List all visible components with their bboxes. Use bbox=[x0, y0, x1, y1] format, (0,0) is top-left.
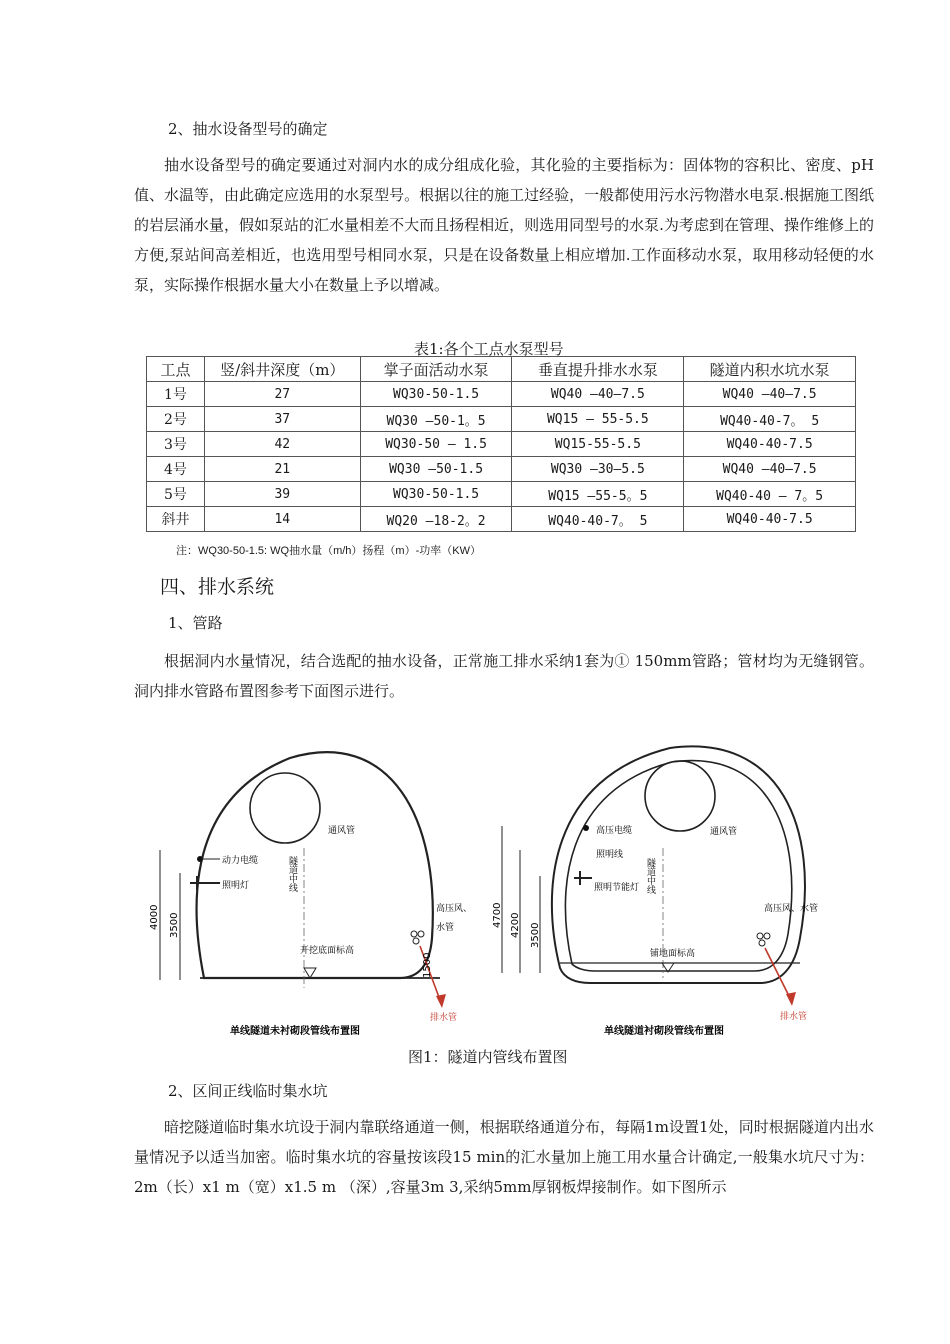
left-pipe-1 bbox=[411, 931, 417, 937]
table-cell: 2号 bbox=[147, 407, 205, 432]
right-label-hv-cable: 高压电缆 bbox=[596, 826, 633, 836]
left-pipe-3 bbox=[413, 938, 419, 944]
heading-pipeline: 1、管路 bbox=[168, 614, 223, 632]
table-cell: 27 bbox=[204, 382, 360, 407]
table-row bbox=[147, 432, 856, 457]
table-header: 隧道内积水坑水泵 bbox=[684, 357, 856, 382]
right-tunnel-inner bbox=[565, 761, 791, 971]
table-cell: WQ30-50-1.5 bbox=[360, 382, 512, 407]
table-cell: 5号 bbox=[147, 482, 205, 507]
table-cell: WQ30-50-1.5 bbox=[360, 482, 512, 507]
table-cell: WQ30 —30—5.5 bbox=[512, 457, 684, 482]
right-drain-arrowhead bbox=[786, 992, 796, 1006]
right-pipe-3 bbox=[759, 940, 765, 946]
left-vent-pipe-circle bbox=[250, 773, 320, 843]
section-title-drainage: 四、排水系统 bbox=[160, 576, 275, 598]
right-dim-4200: 4200 bbox=[510, 912, 521, 938]
table-header-row bbox=[147, 357, 856, 382]
right-tunnel-outer bbox=[552, 746, 805, 983]
right-label-floor-level: 铺地面标高 bbox=[650, 949, 696, 959]
heading-sump: 2、区间正线临时集水坑 bbox=[168, 1082, 328, 1100]
left-dim-4000: 4000 bbox=[149, 904, 160, 930]
table-cell: WQ15-55-5.5 bbox=[512, 432, 684, 457]
left-level-mark bbox=[304, 968, 316, 978]
table-cell: WQ30-50 — 1.5 bbox=[360, 432, 512, 457]
left-dim-3500: 3500 bbox=[169, 912, 180, 938]
table-cell: 4号 bbox=[147, 457, 205, 482]
table-cell: 14 bbox=[204, 507, 360, 532]
table-cell: WQ40-40-7。 5 bbox=[512, 507, 684, 532]
table-cell: WQ40-40-7.5 bbox=[684, 432, 856, 457]
table-row bbox=[147, 482, 856, 507]
table-row bbox=[147, 407, 856, 432]
table-cell: WQ40-40-7。 5 bbox=[684, 407, 856, 432]
table-cell: WQ30 —50-1.5 bbox=[360, 457, 512, 482]
right-label-centerline: 隧道中线 bbox=[645, 858, 655, 894]
table-cell: WQ40-40-7.5 bbox=[684, 507, 856, 532]
right-label-energy-lamp: 照明节能灯 bbox=[594, 883, 640, 893]
left-tunnel-diagram bbox=[149, 752, 472, 1037]
table-header: 竖/斜井深度（m） bbox=[204, 357, 360, 382]
right-label-lighting-line: 照明线 bbox=[596, 850, 624, 860]
left-label-drain: 排水管 bbox=[430, 1013, 458, 1023]
right-pipe-1 bbox=[757, 933, 763, 939]
left-label-vent: 通风管 bbox=[328, 826, 356, 836]
paragraph-pump-model-text: 抽水设备型号的确定要通过对洞内水的成分组成化验，其化验的主要指标为：固体物的容积比、密度、pH值、水温等，由此确定应选用的水泵型号。根据以往的施工过经验，一般都使用污水污物潜水电泵.根据施工图纸的岩层涌水量，假如泵站的汇水量相差不大而且扬程相近，则选用同型号的水泵.为考虑到在管理、操作维修上的方便,泵站间高差相近，也选用型号相同水泵，只是在设备数量上相应增加.工作面移动水泵，取用移动轻便的水泵，实际操作根据水量大小在数量上予以增减。 bbox=[134, 156, 874, 294]
pump-table bbox=[146, 356, 856, 532]
heading-pump-model: 2、抽水设备型号的确定 bbox=[168, 120, 328, 138]
paragraph-pipeline-text: 根据洞内水量情况，结合选配的抽水设备，正常施工排水采纳1套为① 150mm管路；管材均为无缝钢管。洞内排水管路布置图参考下面图示进行。 bbox=[134, 652, 874, 700]
table-cell: WQ40-40 — 7。5 bbox=[684, 482, 856, 507]
left-drain-arrowhead bbox=[436, 994, 446, 1008]
left-label-power-cable: 动力电缆 bbox=[222, 856, 259, 866]
left-label-excavation: 开挖底面标高 bbox=[300, 946, 355, 956]
figure-caption: 图1：隧道内管线布置图 bbox=[408, 1048, 568, 1066]
right-diagram-title: 单线隧道衬砌段管线布置图 bbox=[604, 1026, 724, 1037]
left-label-lighting: 照明灯 bbox=[222, 881, 250, 891]
table-cell: 斜井 bbox=[147, 507, 205, 532]
table-cell: 1号 bbox=[147, 382, 205, 407]
table-cell: 42 bbox=[204, 432, 360, 457]
paragraph-sump-text: 暗挖隧道临时集水坑设于洞内靠联络通道一侧，根据联络通道分布，每隔1m设置1处，同时根据隧道内出水量情况予以适当加密。临时集水坑的容量按该段15 min的汇水量加上施工用水量合计确定,一般集水坑尺寸为：2m（长）x1 m（宽）x1.5 m （深）,容量3m 3,采纳5mm厚钢板焊接制作。如下图所示 bbox=[134, 1118, 874, 1196]
paragraph-pipeline bbox=[134, 646, 874, 710]
table-header: 工点 bbox=[147, 357, 205, 382]
table-row bbox=[147, 457, 856, 482]
table-cell: 37 bbox=[204, 407, 360, 432]
right-dim-4700: 4700 bbox=[492, 902, 503, 928]
table-row bbox=[147, 382, 856, 407]
table-cell: WQ40 —40—7.5 bbox=[684, 382, 856, 407]
right-tunnel-diagram bbox=[492, 746, 818, 1037]
table-header: 垂直提升排水水泵 bbox=[512, 357, 684, 382]
right-vent-pipe-circle bbox=[645, 761, 715, 831]
right-drain-arrow bbox=[765, 948, 790, 998]
table-cell: WQ15 —55-5。5 bbox=[512, 482, 684, 507]
left-label-water-pipe: 水管 bbox=[436, 923, 455, 933]
table-header: 掌子面活动水泵 bbox=[360, 357, 512, 382]
right-label-vent: 通风管 bbox=[710, 827, 738, 837]
table-cell: WQ30 —50-1。5 bbox=[360, 407, 512, 432]
paragraph-sump bbox=[134, 1112, 874, 1208]
left-diagram-title: 单线隧道未衬砌段管线布置图 bbox=[230, 1026, 360, 1037]
tunnel-pipeline-figure bbox=[140, 738, 819, 1048]
table-caption: 表1:各个工点水泵型号 bbox=[414, 340, 564, 358]
right-label-drain: 排水管 bbox=[780, 1012, 808, 1022]
table-cell: WQ40 —40—7.5 bbox=[512, 382, 684, 407]
right-pipe-2 bbox=[764, 933, 770, 939]
table-cell: 21 bbox=[204, 457, 360, 482]
left-dim-1500: 1500 bbox=[422, 952, 433, 978]
table-row bbox=[147, 507, 856, 532]
left-pipe-2 bbox=[418, 931, 424, 937]
table-cell: 3号 bbox=[147, 432, 205, 457]
left-label-centerline: 隧道中线 bbox=[287, 856, 297, 892]
right-hv-dot bbox=[583, 825, 589, 831]
table-cell: WQ15 — 55-5.5 bbox=[512, 407, 684, 432]
table-note: 注：WQ30-50-1.5: WQ抽水量（m/h）扬程（m）-功率（KW） bbox=[176, 545, 481, 557]
table-cell: WQ40 —40—7.5 bbox=[684, 457, 856, 482]
paragraph-pump-model bbox=[134, 150, 874, 330]
left-label-high-pressure: 高压风、 bbox=[436, 904, 473, 914]
right-label-high-pressure: 高压风、水管 bbox=[764, 904, 819, 914]
table-cell: 39 bbox=[204, 482, 360, 507]
table-cell: WQ20 —18-2。2 bbox=[360, 507, 512, 532]
right-dim-3500: 3500 bbox=[530, 922, 541, 948]
